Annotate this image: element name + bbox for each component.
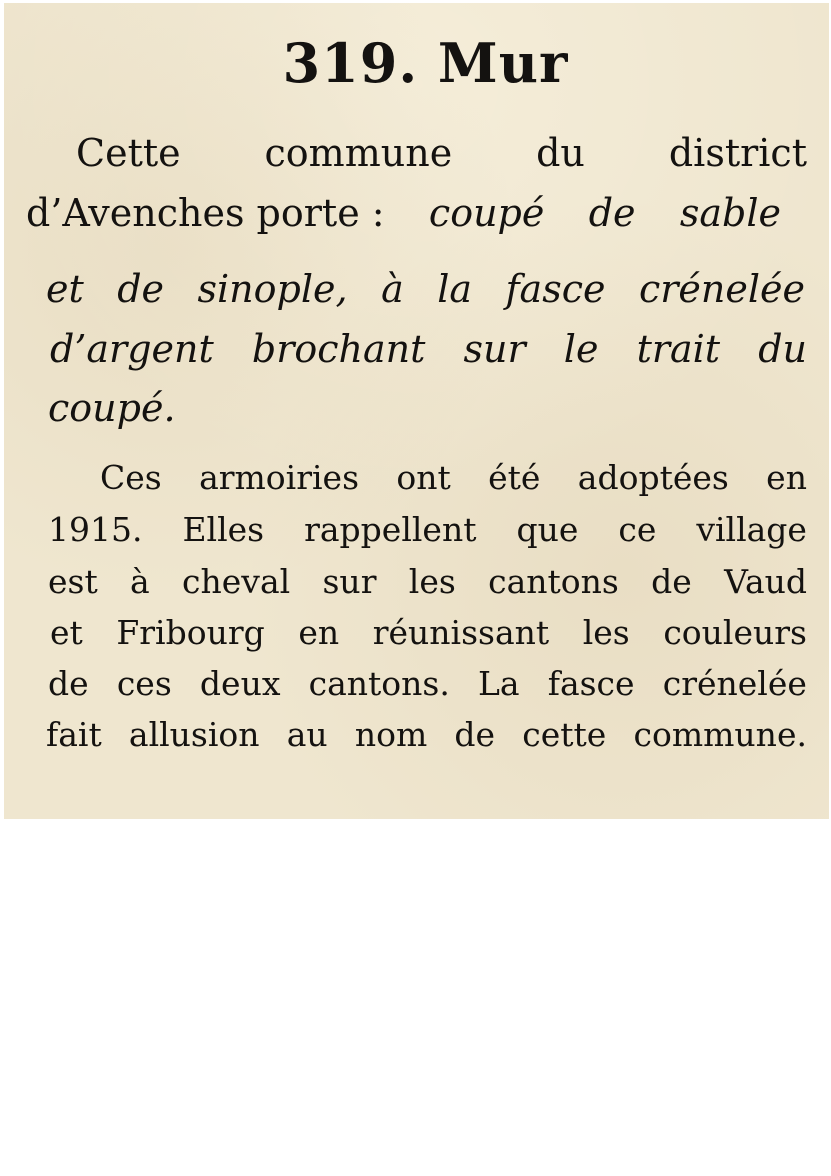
word: au <box>286 715 328 754</box>
word: commune. <box>633 715 807 754</box>
word: crénelée <box>662 664 807 703</box>
word: adoptées <box>577 458 729 497</box>
word: deux <box>199 664 281 703</box>
word: sinople, <box>197 267 348 311</box>
paper-page <box>4 3 829 819</box>
word: en <box>298 613 340 652</box>
paragraph2-line3 <box>48 562 807 601</box>
word: est <box>48 562 98 601</box>
word: la <box>437 267 472 311</box>
word: 1915. <box>48 510 143 549</box>
paragraph1-line4 <box>50 327 807 371</box>
word: cheval <box>182 562 291 601</box>
word: du <box>536 131 585 175</box>
paragraph1-line5: coupé. <box>48 386 176 430</box>
word: sur <box>322 562 377 601</box>
paragraph2-line1 <box>100 458 807 497</box>
word: allusion <box>128 715 260 754</box>
word: cantons <box>488 562 619 601</box>
word: trait <box>636 327 721 371</box>
word: rappellent <box>304 510 477 549</box>
word: que <box>516 510 579 549</box>
paragraph1-line1 <box>76 131 807 175</box>
word: sable <box>679 191 781 235</box>
word: ont <box>396 458 451 497</box>
word: le <box>563 327 599 371</box>
word: les <box>408 562 456 601</box>
word: d’argent <box>50 327 214 371</box>
word: La <box>477 664 520 703</box>
word: de <box>651 562 692 601</box>
word: sur <box>463 327 526 371</box>
word: commune <box>264 131 453 175</box>
word: cantons. <box>308 664 450 703</box>
page-title: 319. Mur <box>282 31 569 95</box>
word: Ces <box>100 458 162 497</box>
word: Fribourg <box>116 613 265 652</box>
paragraph1-line2 <box>26 191 781 235</box>
word: de <box>588 191 636 235</box>
word: couleurs <box>663 613 807 652</box>
word: du <box>758 327 807 371</box>
word: de <box>117 267 165 311</box>
word: ces <box>116 664 172 703</box>
word: été <box>488 458 541 497</box>
word: Elles <box>182 510 265 549</box>
paragraph1-line3 <box>46 267 805 311</box>
word: fasce <box>505 267 606 311</box>
word: de <box>48 664 89 703</box>
word: coupé <box>428 191 545 235</box>
word: ce <box>618 510 657 549</box>
word: fasce <box>547 664 635 703</box>
paragraph2-line2 <box>48 510 807 549</box>
word: réunissant <box>372 613 550 652</box>
word: crénelée <box>638 267 805 311</box>
word: brochant <box>251 327 426 371</box>
word: district <box>668 131 807 175</box>
word: village <box>696 510 807 549</box>
word: armoiries <box>199 458 360 497</box>
word: à <box>381 267 404 311</box>
word: cette <box>522 715 607 754</box>
paragraph2-line6 <box>46 715 807 754</box>
word: Cette <box>76 131 181 175</box>
word: les <box>582 613 630 652</box>
word: de <box>454 715 496 754</box>
text-plain: d’Avenches porte : <box>26 191 385 235</box>
word: et <box>50 613 83 652</box>
word: Vaud <box>724 562 807 601</box>
word: en <box>766 458 807 497</box>
word: et <box>46 267 84 311</box>
word: fait <box>46 715 102 754</box>
word: nom <box>354 715 428 754</box>
word: à <box>130 562 150 601</box>
paragraph2-line5 <box>48 664 807 703</box>
paragraph2-line4 <box>50 613 807 652</box>
